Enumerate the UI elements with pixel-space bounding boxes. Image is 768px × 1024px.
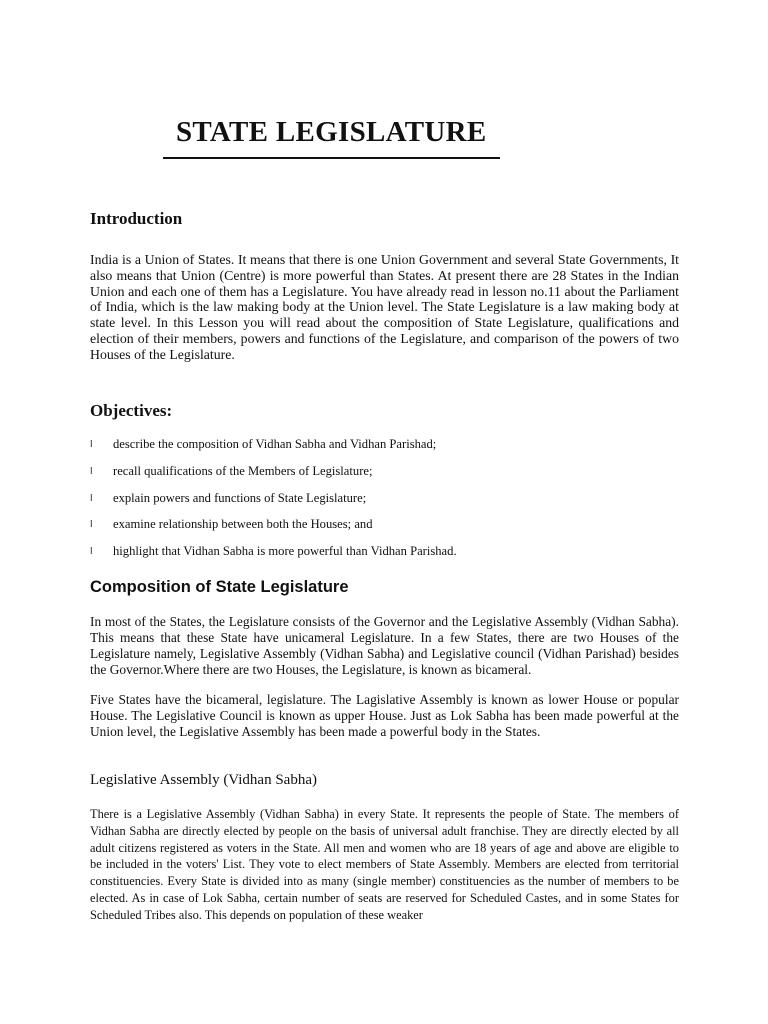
objectives-list [90, 437, 679, 571]
assembly-paragraph: There is a Legislative Assembly (Vidhan Sabha) in every State. It represents the people of State. The members of Vidhan Sabha are directly elected by people on the basis of universal adult franchise. They are directly elected by all adult citizens registered as voters in the State. All men and women who are 18 years of age and above are eligible to be included in the voters' List. They vote to elect members of State Assembly. Members are elected from territorial constituencies. Every State is divided into as many (single member) constituencies as the number of members to be elected. As in case of Lok Sabha, certain number of seats are reserved for Scheduled Castes, and in some States for Scheduled Tribes also. This depends on population of these weaker [90, 807, 679, 922]
bullet-icon: l [90, 466, 93, 477]
objective-text: describe the composition of Vidhan Sabha and Vidhan Parishad; [113, 437, 437, 451]
list-item [90, 544, 679, 571]
objective-text: examine relationship between both the Houses; and [113, 517, 373, 532]
list-item [90, 464, 679, 491]
bullet-icon: l [90, 493, 93, 504]
composition-heading: Composition of State Legislature [90, 578, 349, 596]
composition-paragraph-2: Five States have the bicameral, legislature. The Lagislative Assembly is known as lower House or popular House. The Legislative Council is known as upper House. Just as Lok Sabha has been made powerful at the Union level, the Legislative Assembly has been made a powerful body in the States. [90, 692, 679, 740]
page-title: STATE LEGISLATURE [176, 116, 487, 148]
objective-text: highlight that Vidhan Sabha is more powerful than Vidhan Parishad. [113, 544, 457, 559]
title-underline [163, 157, 500, 159]
bullet-icon: l [90, 440, 93, 450]
list-item [90, 491, 679, 518]
introduction-paragraph: India is a Union of States. It means that there is one Union Government and several State Governments, It also means that Union (Centre) is more powerful than States. At present there are 28 States in the Indian Union and each one of them has a Legislature. You have already read in lesson no.11 about the Parliament of India, which is the law making body at the Union level. The State Legislature is a law making body at state level. In this Lesson you will read about the composition of State Legislature, qualifications and election of their members, powers and functions of the Legislature, and comparison of the powers of two Houses of the Legislature. [90, 252, 679, 362]
bullet-icon: l [90, 520, 93, 531]
objective-text: explain powers and functions of State Legislature; [113, 490, 367, 505]
objectives-heading: Objectives: [90, 401, 173, 420]
bullet-icon: l [90, 547, 93, 558]
composition-paragraph-1: In most of the States, the Legislature consists of the Governor and the Legislative Assembly (Vidhan Sabha). This means that these State have unicameral Legislature. In a few States, there are two Houses of the Legislature namely, Legislative Assembly (Vidhan Sabha) and Legislative council (Vidhan Parishad) besides the Governor.Where there are two Houses, the Legislature, is known as bicameral. [90, 614, 679, 678]
introduction-heading: Introduction [90, 209, 183, 228]
assembly-heading: Legislative Assembly (Vidhan Sabha) [90, 772, 317, 788]
list-item [90, 517, 679, 544]
list-item [90, 437, 679, 464]
objective-text: recall qualifications of the Members of Legislature; [113, 463, 373, 478]
